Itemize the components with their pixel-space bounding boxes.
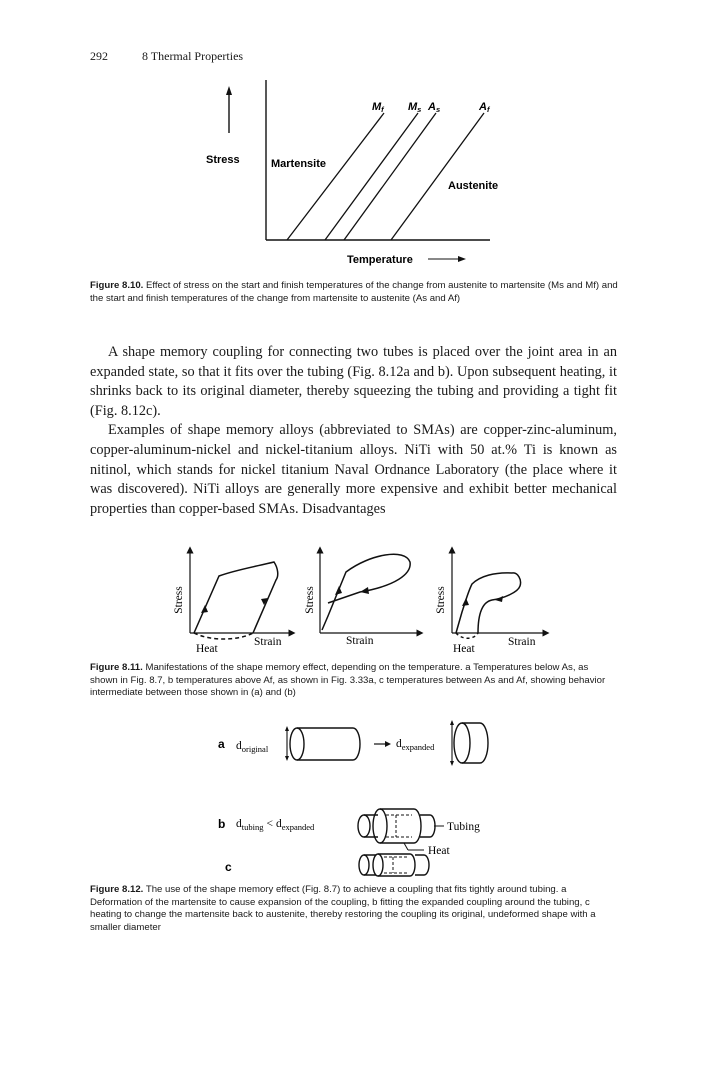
tubing-left [364,815,378,837]
tubing-inside [386,815,412,837]
paragraph-2: Examples of shape memory alloys (abbreviated to SMAs) are copper-zinc-aluminum, copper-aluminum-nickel and nickel-titanium alloys. NiTi with 50 at.% Ti is known as nitinol, which stands for nickel titanium Naval Ordnance Laboratory (the place where it was discovered). NiTi alloys are generally more expensive and exhibit better mechanical properties than copper-based SMAs. Disadvantages [90,422,617,517]
figure-8-12 [0,700,702,880]
coupling-expanded-end [454,723,470,763]
panel-b-label: b [218,817,226,831]
d-expanded-label: $d_{expanded}$ [396,738,435,752]
body-text [90,343,617,519]
caption-label: Figure 8.10. [90,280,144,291]
martensite-label: Martensite [271,158,327,170]
caption-text: Effect of stress on the start and finish temperatures of the change from austenite to martensite (Ms and Mf) and the start and finish temperatures of the change from martensite to austenite (As and Af) [90,280,618,304]
panel-a-plot [173,550,292,655]
panel-c-label: c [225,860,232,874]
figure-8-10 [0,0,702,280]
af-line [391,113,484,240]
tubing-left-end [358,815,370,837]
d-tubing-label: $d_{tubing} < d_{expanded}$ [236,818,315,832]
coupling-b-end [373,809,387,843]
tubing-c-left-end [359,855,369,875]
panel-c-plot [435,550,546,655]
mf-label: Mf [372,101,384,114]
stress-label: Stress [206,154,240,166]
svg-text:Heat: Heat [196,643,218,655]
figure-8-11-caption [90,662,618,700]
coupling-original-end [290,728,304,760]
svg-text:Stress: Stress [304,586,316,614]
coupling-original-body [297,728,360,760]
paragraph-1: A shape memory coupling for connecting two tubes is placed over the joint area in an expanded state, so that it fits over the tubing (Fig. 8.12a and b). Upon subsequent heating, it shrinks back to its original diameter, thereby squeezing the tubing and providing a tight fit (Fig. 8.12c). [90,344,617,419]
as-line [344,113,436,240]
caption-label: Figure 8.12. [90,884,144,895]
figure-8-12-caption [90,884,618,934]
tubing-c-inside [384,857,408,873]
svg-text:Stress: Stress [173,586,185,614]
mf-line [287,113,384,240]
tubing-c-right [415,855,429,875]
svg-text:Strain: Strain [254,636,282,648]
svg-text:Stress: Stress [435,586,447,614]
ms-label: Ms [408,101,422,114]
figure-8-11 [0,540,702,660]
austenite-label: Austenite [448,180,499,192]
svg-text:Strain: Strain [508,636,536,648]
chapter-title: 8 Thermal Properties [142,49,244,63]
caption-text: Manifestations of the shape memory effect, depending on the temperature. a Temperatures below As, as shown in Fig. 8.7, b temperatures above Af, as shown in Fig. 3.33a, c temperatures between As and Af, showing behavior intermediate between those shown in (a) and (b) [90,662,606,698]
coupling-expanded-body [462,723,488,763]
stress-arrow-head [226,86,232,95]
af-label: Af [479,101,490,114]
svg-text:Strain: Strain [346,635,374,647]
coupling-c-end [373,854,383,876]
panel-a-label: a [218,737,225,751]
figure-8-10-caption [90,280,618,305]
ms-line [325,113,418,240]
heat-label: Heat [428,845,450,857]
tubing-label: Tubing [447,821,480,833]
svg-text:Heat: Heat [453,643,475,655]
caption-text: The use of the shape memory effect (Fig. 8.7) to achieve a coupling that fits tightly around tubing. a Deformation of the martensite to cause expansion of the coupling, b fitting the expanded coupling around the tubing, c heating to change the martensite back to austenite, thereby restoring the coupling its original, undeformed shape with a smaller diameter [90,884,596,933]
tubing-right [420,815,435,837]
d-original-label: $d_{original}$ [236,740,269,754]
coupling-b-body [380,809,421,843]
temperature-label: Temperature [347,254,413,266]
as-label: As [428,101,441,114]
page-number: 292 [90,49,108,63]
panel-b-plot [304,550,420,647]
caption-label: Figure 8.11. [90,662,143,673]
temperature-arrow-head [458,256,466,262]
